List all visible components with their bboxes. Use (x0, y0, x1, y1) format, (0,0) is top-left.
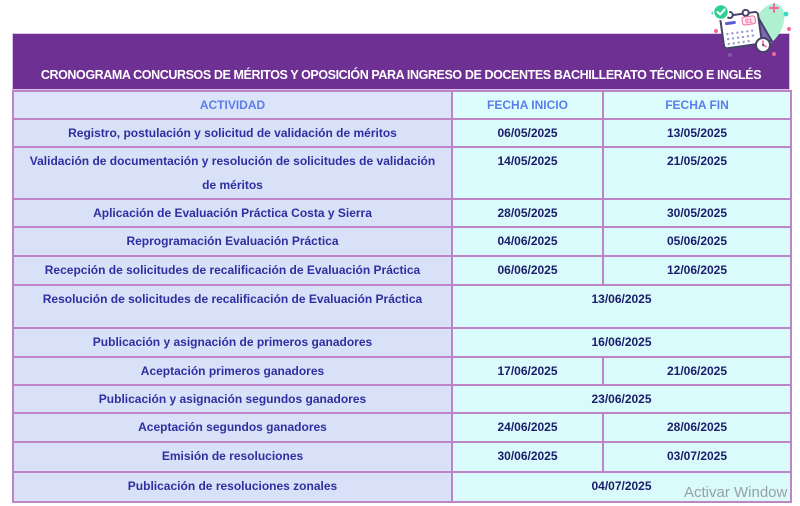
table-row (13, 256, 791, 285)
cell-fecha-inicio: 06/06/2025 (452, 256, 603, 285)
cell-fecha-fin: 21/06/2025 (603, 357, 791, 385)
cell-actividad: Registro, postulación y solicitud de validación de méritos (13, 119, 452, 147)
table-row (13, 385, 791, 413)
table-row (13, 285, 791, 328)
page-title: CRONOGRAMA CONCURSOS DE MÉRITOS Y OPOSICIÓN PARA INGRESO DE DOCENTES BACHILLERATO TÉCNICO E INGLÉS (40, 68, 762, 82)
cell-actividad: Aceptación segundos ganadores (13, 413, 452, 442)
cell-actividad: Resolución de solicitudes de recalificación de Evaluación Práctica (13, 285, 452, 328)
table-row (13, 328, 791, 357)
table-row (13, 227, 791, 256)
cell-fecha-unica: 23/06/2025 (452, 385, 791, 413)
column-header-actividad: ACTIVIDAD (13, 91, 452, 119)
cell-fecha-unica: 16/06/2025 (452, 328, 791, 357)
cell-fecha-fin: 12/06/2025 (603, 256, 791, 285)
table-row (13, 413, 791, 442)
cell-fecha-inicio: 28/05/2025 (452, 199, 603, 227)
calendar-icon (704, 0, 794, 58)
cell-fecha-fin: 03/07/2025 (603, 442, 791, 472)
table-header-row (13, 91, 791, 119)
cell-actividad: Emisión de resoluciones (13, 442, 452, 472)
cell-actividad: Publicación y asignación segundos ganadores (13, 385, 452, 413)
cell-fecha-inicio: 17/06/2025 (452, 357, 603, 385)
cell-actividad: Publicación y asignación de primeros ganadores (13, 328, 452, 357)
cronograma-table (12, 90, 792, 503)
table-row (13, 119, 791, 147)
cell-fecha-inicio: 24/06/2025 (452, 413, 603, 442)
calendar-day-label: 01 (744, 17, 753, 26)
table-row (13, 147, 791, 199)
calendar-clock-illustration (704, 0, 794, 58)
cell-fecha-inicio: 14/05/2025 (452, 147, 603, 199)
cell-fecha-inicio: 04/06/2025 (452, 227, 603, 256)
cell-actividad: Validación de documentación y resolución de solicitudes de validación de méritos (13, 147, 452, 199)
cell-fecha-unica: 04/07/2025 (452, 472, 791, 502)
cell-fecha-unica: 13/06/2025 (452, 285, 791, 328)
cell-actividad: Recepción de solicitudes de recalificación de Evaluación Práctica (13, 256, 452, 285)
column-header-fecha-inicio: FECHA INICIO (452, 91, 603, 119)
windows-activation-watermark: Activar Window (684, 484, 788, 501)
cell-actividad: Aceptación primeros ganadores (13, 357, 452, 385)
cell-fecha-fin: 28/06/2025 (603, 413, 791, 442)
table-row (13, 442, 791, 472)
table-row (13, 199, 791, 227)
clock-icon (756, 38, 770, 52)
cell-actividad: Publicación de resoluciones zonales (13, 472, 452, 502)
table-row (13, 472, 791, 502)
cell-fecha-fin: 13/05/2025 (603, 119, 791, 147)
cell-actividad: Reprogramación Evaluación Práctica (13, 227, 452, 256)
cell-fecha-inicio: 06/05/2025 (452, 119, 603, 147)
table-body (13, 119, 791, 502)
cell-fecha-inicio: 30/06/2025 (452, 442, 603, 472)
column-header-fecha-fin: FECHA FIN (603, 91, 791, 119)
cell-fecha-fin: 05/06/2025 (603, 227, 791, 256)
cell-fecha-fin: 30/05/2025 (603, 199, 791, 227)
cell-fecha-fin: 21/05/2025 (603, 147, 791, 199)
check-badge-icon (714, 5, 729, 20)
table-row (13, 357, 791, 385)
cell-actividad: Aplicación de Evaluación Práctica Costa y Sierra (13, 199, 452, 227)
title-banner (12, 33, 790, 90)
